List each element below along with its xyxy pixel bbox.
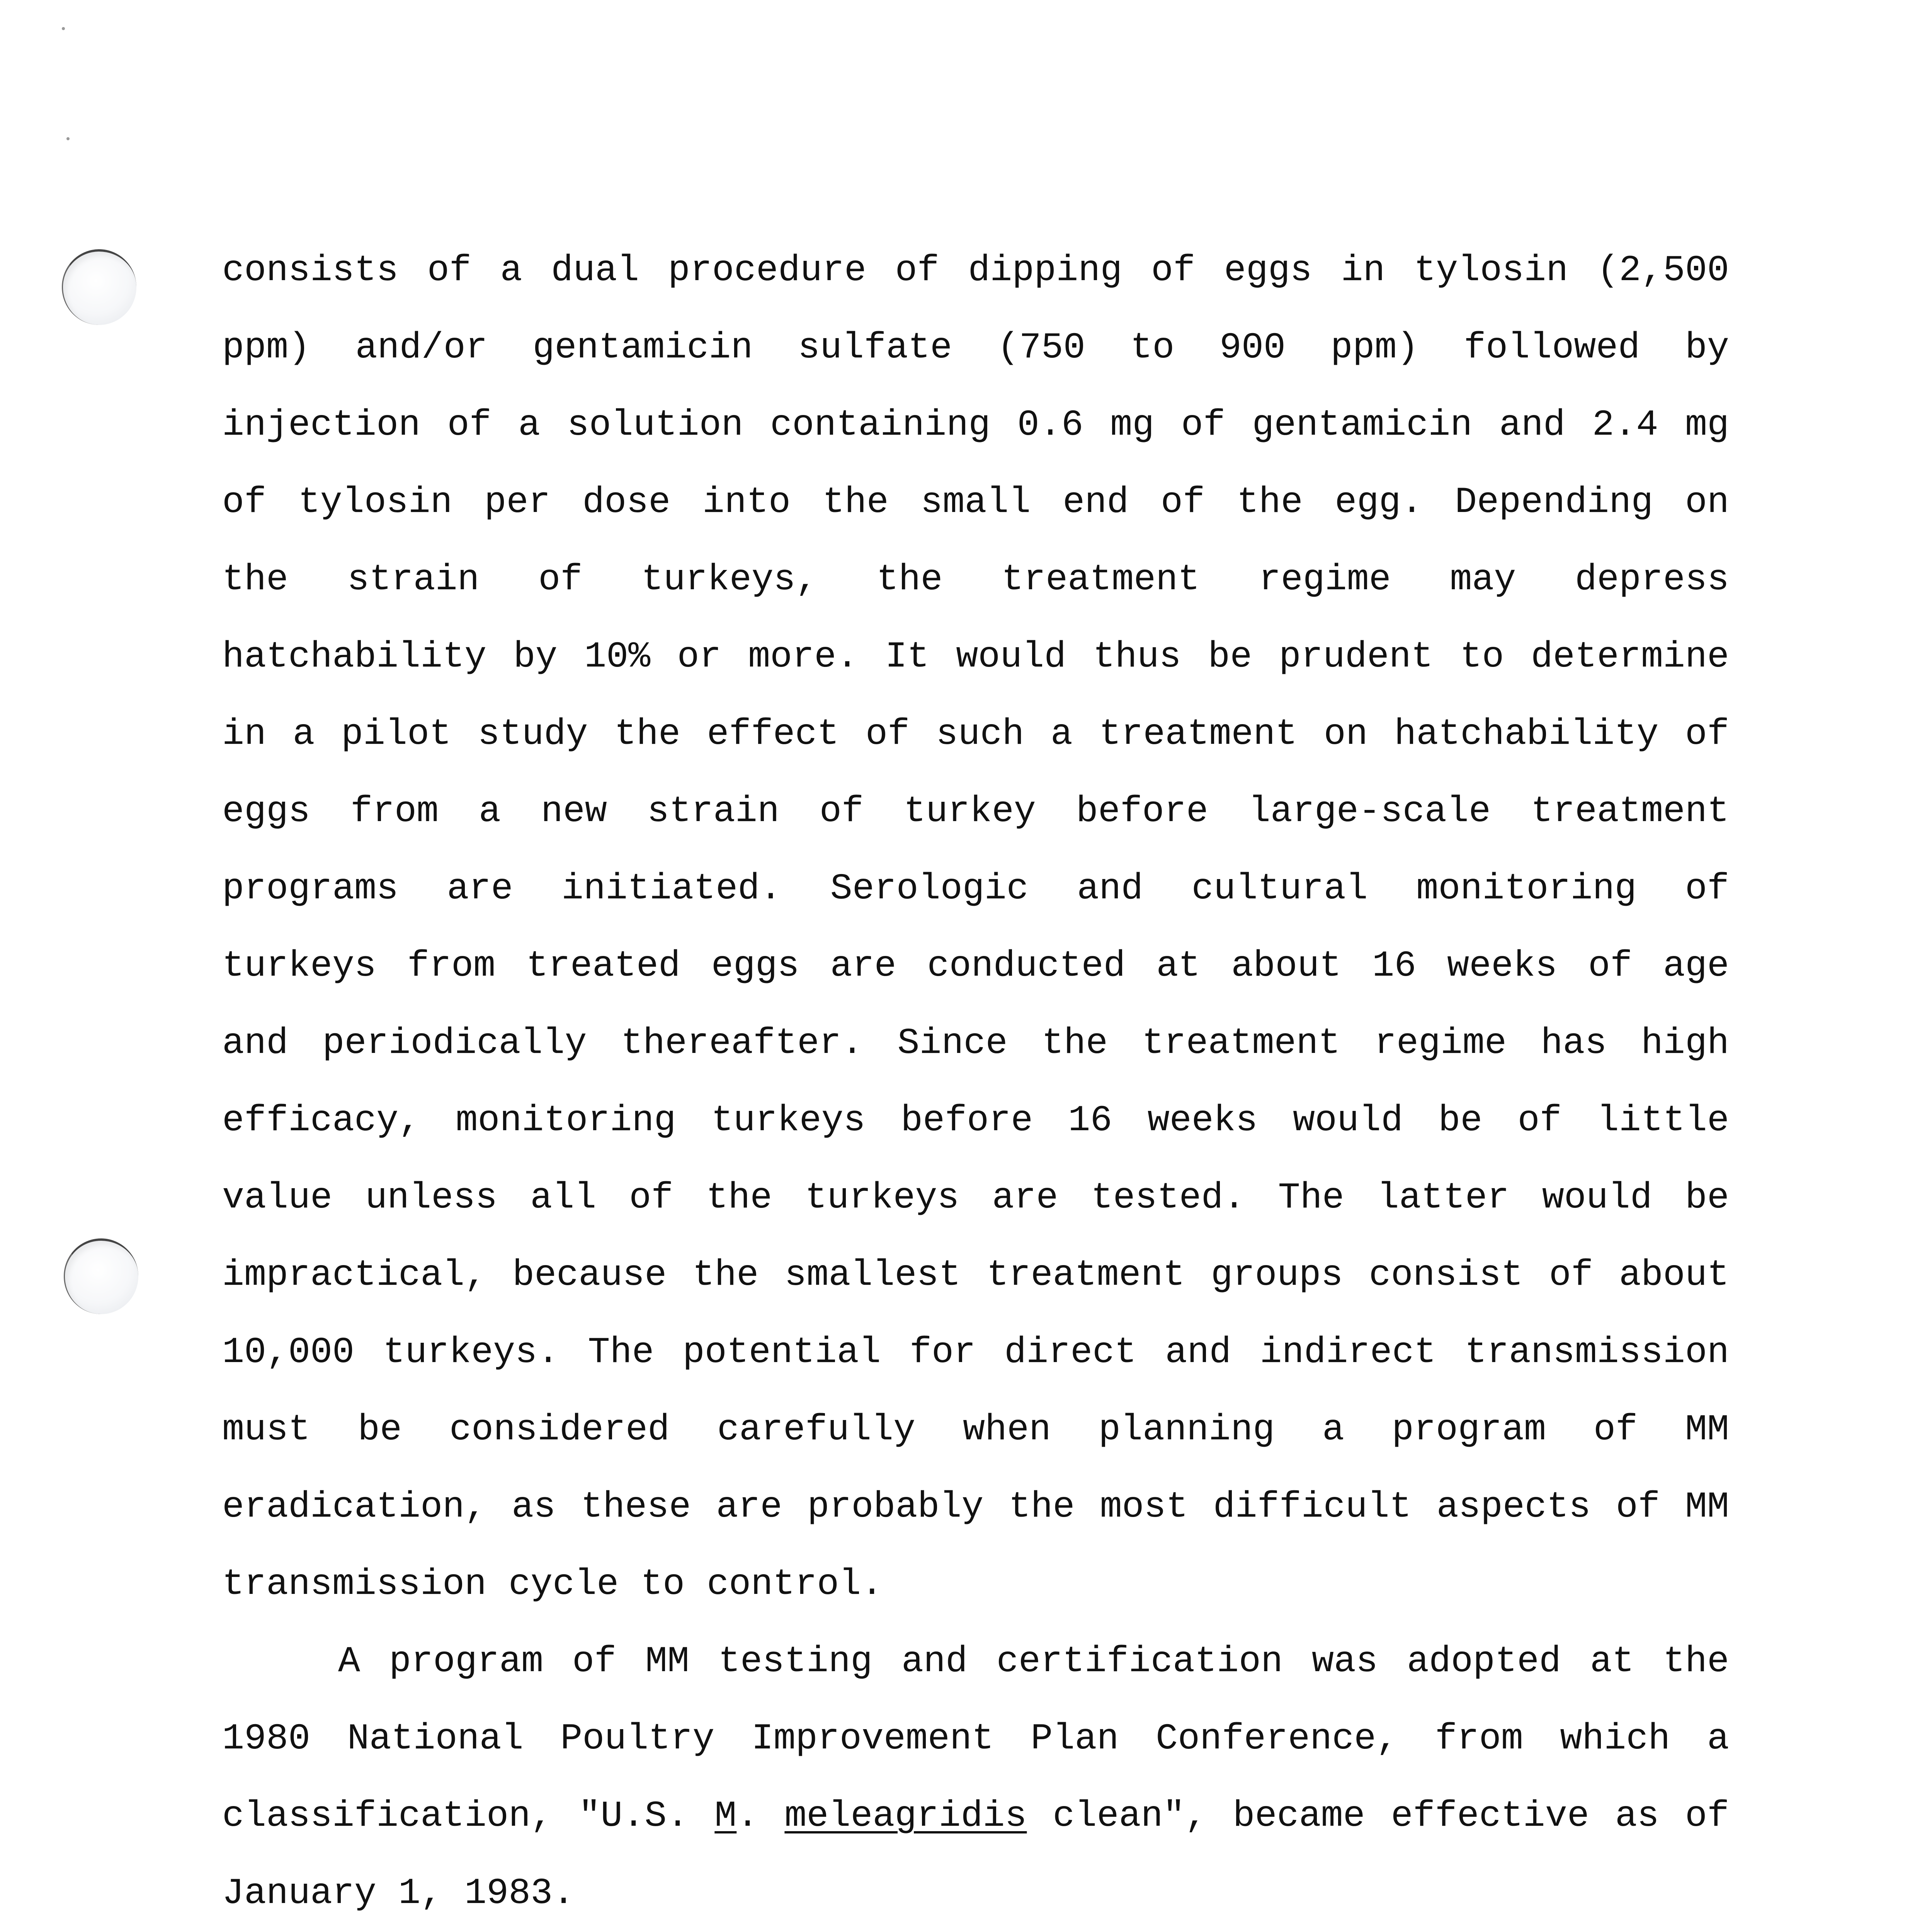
text-line: in a pilot study the effect of such a treatment on hatchability of <box>222 713 1729 755</box>
text-line: impractical, because the smallest treatment groups consist of about <box>222 1254 1729 1296</box>
text-line: ppm) and/or gentamicin sulfate (750 to 900 ppm) followed by <box>222 327 1729 369</box>
scan-speck <box>66 137 70 140</box>
text-line: eggs from a new strain of turkey before large-scale treatment <box>222 791 1729 832</box>
text-line: A program of MM testing and certification was adopted at the <box>338 1641 1729 1682</box>
punch-hole <box>64 1238 138 1314</box>
text-line: injection of a solution containing 0.6 mg of gentamicin and 2.4 mg <box>222 404 1729 446</box>
text-line: must be considered carefully when planning a program of MM <box>222 1409 1729 1451</box>
species-name: meleagridis <box>784 1795 1027 1837</box>
text-line: consists of a dual procedure of dipping of eggs in tylosin (2,500 <box>222 250 1729 291</box>
text-line: of tylosin per dose into the small end of the egg. Depending on <box>222 481 1729 523</box>
scan-speck <box>62 27 65 30</box>
text-line: programs are initiated. Serologic and cultural monitoring of <box>222 868 1729 910</box>
text-line: 1980 National Poultry Improvement Plan Conference, from which a <box>222 1718 1729 1760</box>
body-text <box>222 240 1729 1932</box>
text-line: value unless all of the turkeys are tested. The latter would be <box>222 1177 1729 1219</box>
text-line: classification, "U.S. M. meleagridis clean", became effective as of <box>222 1795 1729 1837</box>
text-line: January 1, 1983. <box>222 1872 575 1914</box>
italic-genus: M <box>714 1795 737 1837</box>
text-line: 10,000 turkeys. The potential for direct and indirect transmission <box>222 1332 1729 1373</box>
text-line: and periodically thereafter. Since the treatment regime has high <box>222 1022 1729 1064</box>
text-line: hatchability by 10% or more. It would thus be prudent to determine <box>222 636 1729 678</box>
text-line: the strain of turkeys, the treatment regime may depress <box>222 559 1729 600</box>
text-line: turkeys from treated eggs are conducted at about 16 weeks of age <box>222 945 1729 987</box>
text-line: transmission cycle to control. <box>222 1563 883 1605</box>
text-line: efficacy, monitoring turkeys before 16 weeks would be of little <box>222 1100 1729 1141</box>
punch-hole <box>62 249 136 325</box>
text-line: eradication, as these are probably the most difficult aspects of MM <box>222 1486 1729 1528</box>
